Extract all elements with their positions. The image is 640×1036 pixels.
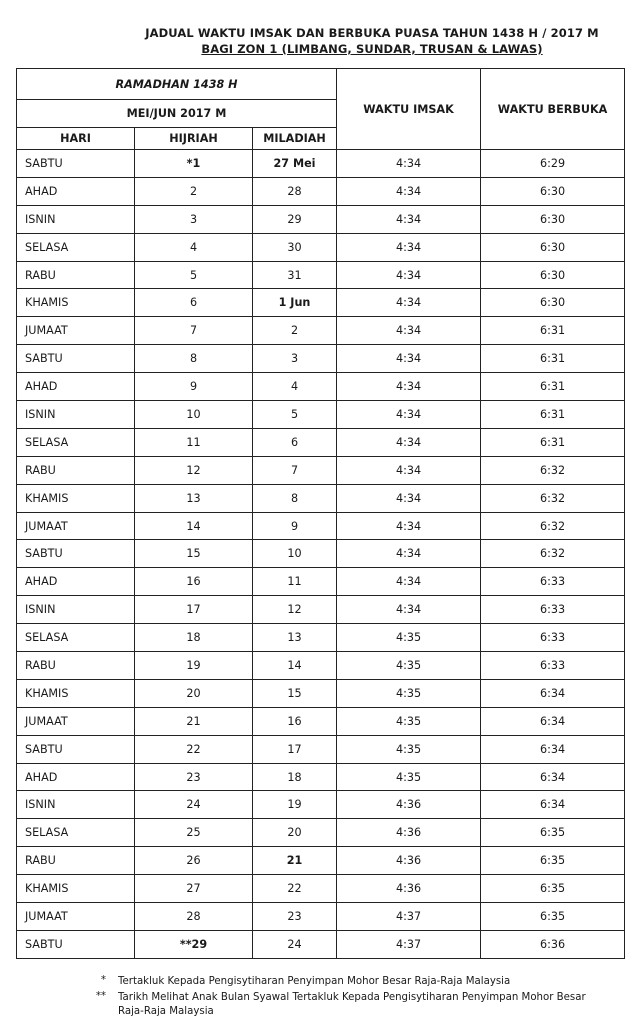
table-row [17,289,625,317]
cell-hari: KHAMIS [17,484,135,512]
header-hari: HARI [17,128,135,150]
cell-hijriah: 7 [135,317,253,345]
cell-miladiah: 4 [253,373,337,401]
table-row [17,624,625,652]
cell-hari: AHAD [17,177,135,205]
cell-hijriah: 17 [135,596,253,624]
cell-imsak: 4:34 [337,484,481,512]
table-row [17,819,625,847]
footnote-2-text: Tarikh Melihat Anak Bulan Syawal Tertakluk Kepada Pengisytiharan Penyimpan Mohor Besar Raja-Raja Malaysia [118,992,586,1017]
cell-berbuka: 6:31 [481,373,625,401]
table-row [17,735,625,763]
cell-berbuka: 6:35 [481,903,625,931]
cell-hijriah: 23 [135,763,253,791]
cell-hijriah: **29 [135,930,253,958]
cell-berbuka: 6:34 [481,735,625,763]
table-row [17,707,625,735]
cell-berbuka: 6:34 [481,763,625,791]
cell-hari: KHAMIS [17,289,135,317]
cell-hijriah: 2 [135,177,253,205]
cell-miladiah: 27 Mei [253,150,337,178]
cell-miladiah: 24 [253,930,337,958]
cell-berbuka: 6:30 [481,261,625,289]
cell-imsak: 4:36 [337,847,481,875]
cell-berbuka: 6:31 [481,345,625,373]
cell-miladiah: 22 [253,875,337,903]
table-row [17,540,625,568]
cell-miladiah: 21 [253,847,337,875]
cell-hari: ISNIN [17,596,135,624]
cell-miladiah: 23 [253,903,337,931]
cell-imsak: 4:35 [337,707,481,735]
cell-miladiah: 30 [253,233,337,261]
cell-hari: SELASA [17,624,135,652]
cell-hari: KHAMIS [17,875,135,903]
cell-hari: KHAMIS [17,679,135,707]
table-row [17,568,625,596]
footnote-1-text: Tertakluk Kepada Pengisytiharan Penyimpan Mohor Besar Raja-Raja Malaysia [118,976,511,987]
footnote-1-mark: * [100,975,106,986]
cell-hijriah: 11 [135,428,253,456]
cell-miladiah: 20 [253,819,337,847]
cell-imsak: 4:34 [337,540,481,568]
cell-berbuka: 6:36 [481,930,625,958]
cell-berbuka: 6:33 [481,596,625,624]
cell-hari: SABTU [17,735,135,763]
cell-hari: ISNIN [17,401,135,429]
cell-hari: RABU [17,261,135,289]
cell-imsak: 4:35 [337,652,481,680]
cell-miladiah: 16 [253,707,337,735]
cell-miladiah: 14 [253,652,337,680]
cell-berbuka: 6:30 [481,233,625,261]
cell-berbuka: 6:32 [481,512,625,540]
cell-imsak: 4:34 [337,345,481,373]
cell-berbuka: 6:33 [481,652,625,680]
header-mei-jun: MEI/JUN 2017 M [17,100,337,128]
cell-miladiah: 8 [253,484,337,512]
cell-hijriah: 22 [135,735,253,763]
cell-hari: ISNIN [17,791,135,819]
table-row [17,428,625,456]
cell-hari: AHAD [17,763,135,791]
table-row [17,596,625,624]
cell-imsak: 4:35 [337,679,481,707]
cell-miladiah: 7 [253,456,337,484]
cell-imsak: 4:36 [337,875,481,903]
cell-hari: SELASA [17,819,135,847]
cell-berbuka: 6:31 [481,401,625,429]
cell-hijriah: 8 [135,345,253,373]
cell-hari: JUMAAT [17,707,135,735]
cell-imsak: 4:34 [337,401,481,429]
cell-imsak: 4:37 [337,903,481,931]
cell-hijriah: 15 [135,540,253,568]
cell-imsak: 4:36 [337,791,481,819]
table-row [17,373,625,401]
table-row [17,456,625,484]
document-subtitle: BAGI ZON 1 (LIMBANG, SUNDAR, TRUSAN & LAWAS) [201,42,543,56]
cell-hari: AHAD [17,373,135,401]
cell-imsak: 4:34 [337,456,481,484]
cell-hijriah: 18 [135,624,253,652]
cell-miladiah: 13 [253,624,337,652]
cell-miladiah: 17 [253,735,337,763]
cell-imsak: 4:34 [337,233,481,261]
cell-berbuka: 6:35 [481,847,625,875]
cell-berbuka: 6:35 [481,819,625,847]
table-row [17,763,625,791]
table-row [17,177,625,205]
cell-imsak: 4:34 [337,568,481,596]
cell-berbuka: 6:34 [481,707,625,735]
cell-berbuka: 6:33 [481,568,625,596]
table-row [17,652,625,680]
table-row [17,150,625,178]
cell-hari: SABTU [17,345,135,373]
cell-miladiah: 11 [253,568,337,596]
table-row [17,317,625,345]
cell-imsak: 4:34 [337,261,481,289]
cell-hijriah: 28 [135,903,253,931]
cell-berbuka: 6:30 [481,205,625,233]
cell-berbuka: 6:30 [481,289,625,317]
header-waktu-berbuka: WAKTU BERBUKA [481,69,625,150]
cell-miladiah: 12 [253,596,337,624]
table-body [17,150,625,959]
cell-miladiah: 31 [253,261,337,289]
cell-hijriah: 19 [135,652,253,680]
cell-hari: RABU [17,847,135,875]
table-row [17,679,625,707]
cell-berbuka: 6:32 [481,456,625,484]
cell-imsak: 4:34 [337,373,481,401]
cell-hijriah: 12 [135,456,253,484]
cell-hijriah: 5 [135,261,253,289]
cell-hari: SABTU [17,930,135,958]
table-row [17,847,625,875]
cell-berbuka: 6:30 [481,177,625,205]
cell-hijriah: 26 [135,847,253,875]
cell-hari: JUMAAT [17,512,135,540]
cell-imsak: 4:34 [337,317,481,345]
cell-miladiah: 2 [253,317,337,345]
cell-berbuka: 6:32 [481,540,625,568]
cell-miladiah: 10 [253,540,337,568]
table-row [17,345,625,373]
cell-berbuka: 6:32 [481,484,625,512]
cell-hari: JUMAAT [17,317,135,345]
cell-imsak: 4:35 [337,735,481,763]
schedule-table [16,68,625,959]
cell-hari: SELASA [17,428,135,456]
cell-imsak: 4:34 [337,596,481,624]
cell-hijriah: 20 [135,679,253,707]
cell-hijriah: 25 [135,819,253,847]
cell-miladiah: 3 [253,345,337,373]
cell-hijriah: 16 [135,568,253,596]
cell-berbuka: 6:31 [481,317,625,345]
cell-hari: ISNIN [17,205,135,233]
cell-miladiah: 18 [253,763,337,791]
cell-hari: RABU [17,456,135,484]
table-row [17,233,625,261]
cell-imsak: 4:35 [337,624,481,652]
cell-miladiah: 5 [253,401,337,429]
cell-imsak: 4:34 [337,428,481,456]
cell-miladiah: 19 [253,791,337,819]
table-row [17,930,625,958]
header-miladiah: MILADIAH [253,128,337,150]
cell-hijriah: 3 [135,205,253,233]
cell-imsak: 4:34 [337,205,481,233]
cell-imsak: 4:34 [337,512,481,540]
footnote-2-mark: ** [95,991,106,1002]
cell-hari: AHAD [17,568,135,596]
cell-berbuka: 6:33 [481,624,625,652]
cell-hari: SABTU [17,150,135,178]
cell-miladiah: 15 [253,679,337,707]
header-waktu-imsak: WAKTU IMSAK [337,69,481,150]
cell-imsak: 4:37 [337,930,481,958]
cell-hijriah: 10 [135,401,253,429]
cell-berbuka: 6:31 [481,428,625,456]
cell-imsak: 4:36 [337,819,481,847]
table-row [17,205,625,233]
cell-hijriah: 21 [135,707,253,735]
cell-berbuka: 6:34 [481,791,625,819]
cell-miladiah: 1 Jun [253,289,337,317]
document-title: JADUAL WAKTU IMSAK DAN BERBUKA PUASA TAHUN 1438 H / 2017 M [145,26,599,40]
cell-imsak: 4:35 [337,763,481,791]
cell-hari: SABTU [17,540,135,568]
cell-hari: JUMAAT [17,903,135,931]
header-ramadhan: RAMADHAN 1438 H [17,69,337,100]
cell-hijriah: *1 [135,150,253,178]
cell-miladiah: 6 [253,428,337,456]
cell-hijriah: 9 [135,373,253,401]
cell-hijriah: 4 [135,233,253,261]
header-hijriah: HIJRIAH [135,128,253,150]
table-row [17,484,625,512]
cell-berbuka: 6:29 [481,150,625,178]
cell-imsak: 4:34 [337,177,481,205]
cell-miladiah: 29 [253,205,337,233]
table-row [17,903,625,931]
cell-berbuka: 6:35 [481,875,625,903]
cell-hijriah: 27 [135,875,253,903]
cell-imsak: 4:34 [337,289,481,317]
cell-hari: SELASA [17,233,135,261]
cell-hijriah: 24 [135,791,253,819]
cell-hijriah: 6 [135,289,253,317]
cell-berbuka: 6:34 [481,679,625,707]
table-row [17,875,625,903]
table-row [17,401,625,429]
cell-hari: RABU [17,652,135,680]
table-row [17,261,625,289]
table-row [17,791,625,819]
table-row [17,512,625,540]
cell-miladiah: 9 [253,512,337,540]
cell-miladiah: 28 [253,177,337,205]
cell-imsak: 4:34 [337,150,481,178]
cell-hijriah: 14 [135,512,253,540]
cell-hijriah: 13 [135,484,253,512]
